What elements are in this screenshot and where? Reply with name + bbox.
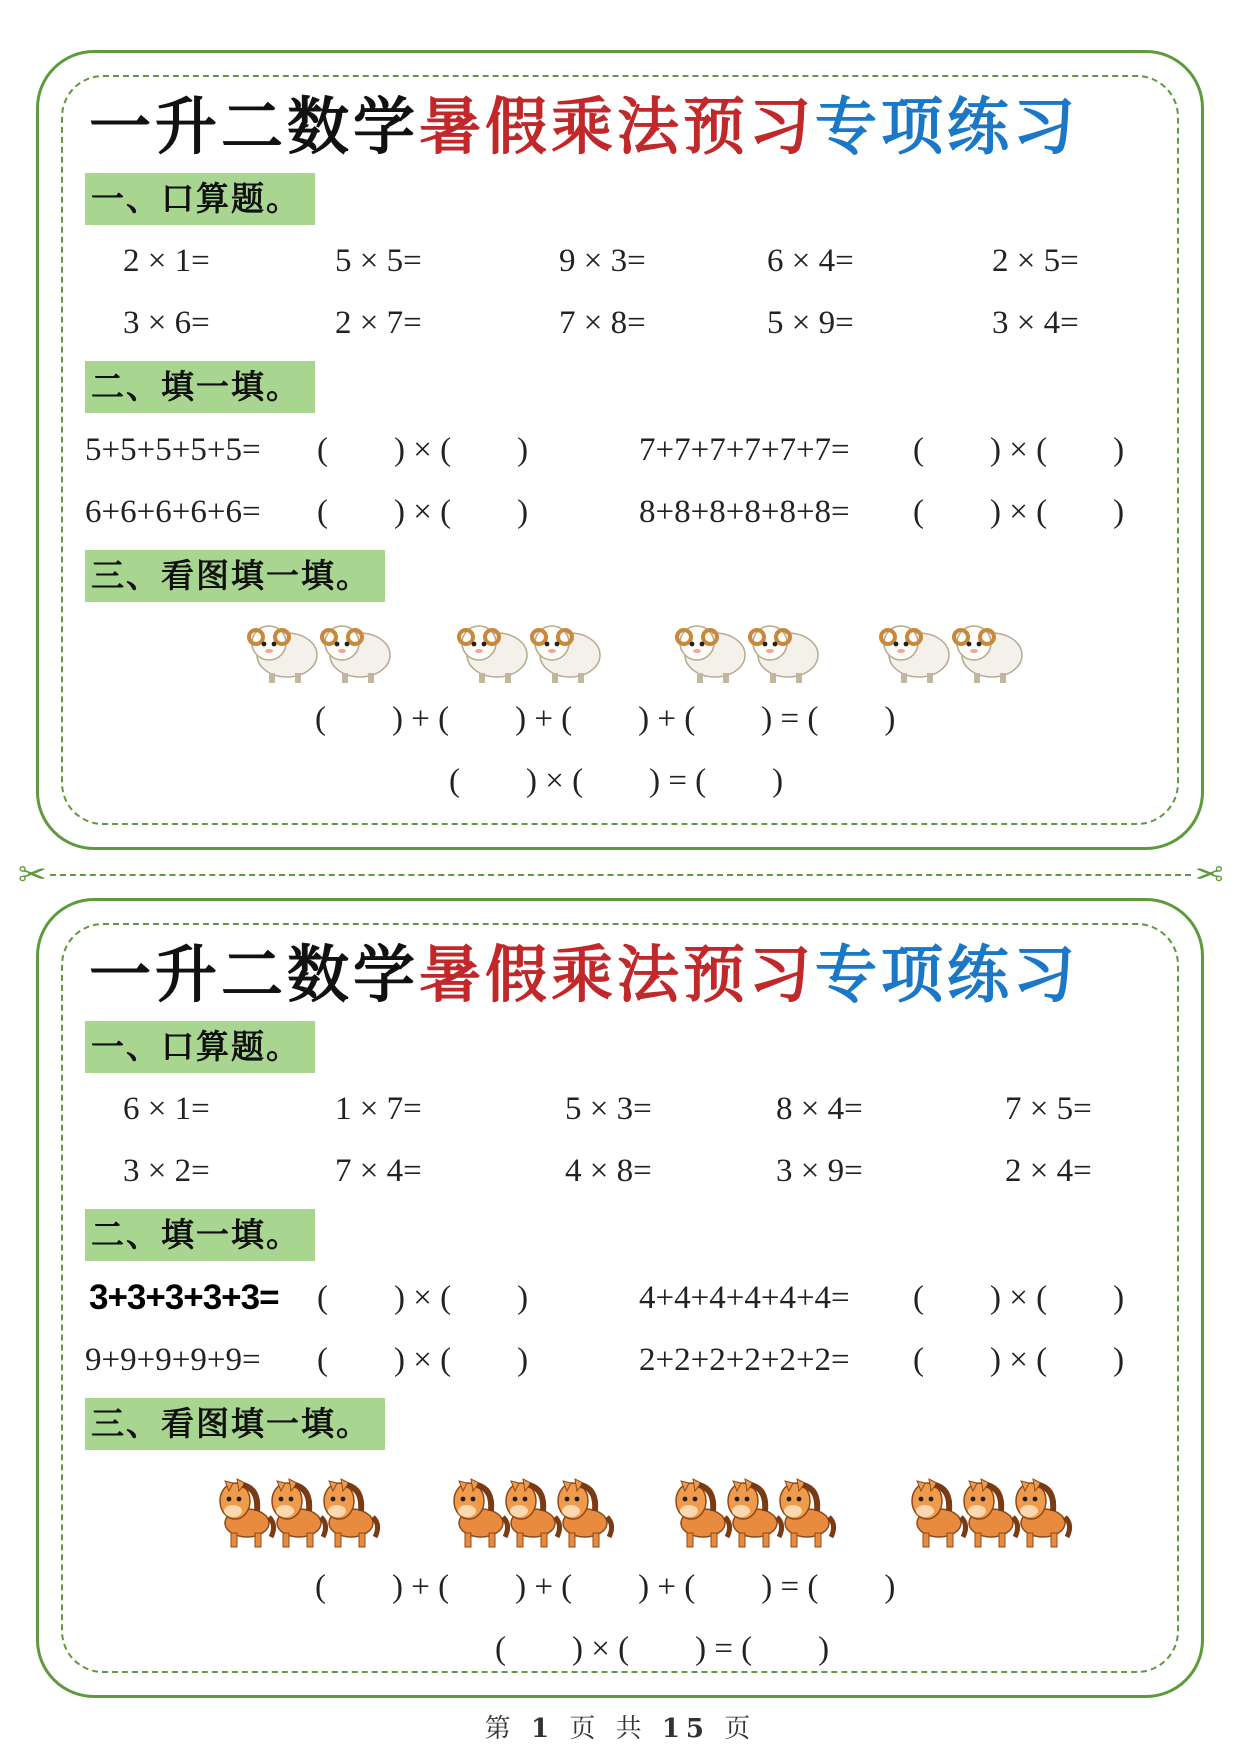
sheep-icon: [320, 615, 394, 685]
sheep-icon: [247, 615, 321, 685]
oral-question: 3 × 6=: [123, 305, 210, 341]
answer-blank[interactable]: ( ) × ( ): [317, 1280, 529, 1316]
total-page-count: 15: [661, 1714, 711, 1744]
oral-question: 3 × 4=: [992, 305, 1079, 341]
scissors-icon: ✂: [18, 855, 47, 895]
sum-answer-line[interactable]: ( ) + ( ) + ( ) + ( ) = ( ): [315, 701, 896, 737]
section-heading-picture: 三、看图填一填。: [85, 1398, 385, 1450]
oral-question: 1 × 7=: [335, 1091, 422, 1127]
oral-question: 6 × 4=: [767, 243, 854, 279]
answer-blank[interactable]: ( ) × ( ): [317, 1342, 529, 1378]
sheep-icon: [457, 615, 531, 685]
sheep-icon: [879, 615, 953, 685]
answer-blank[interactable]: ( ) × ( ): [317, 432, 529, 468]
answer-blank[interactable]: ( ) × ( ): [913, 432, 1125, 468]
page-title: 一升二数学暑假乘法预习专项练习: [89, 90, 1080, 163]
addition-expression: 7+7+7+7+7+7=: [639, 432, 850, 468]
sheep-icon: [675, 615, 749, 685]
cut-line: [50, 874, 1191, 876]
section-heading-oral: 一、口算题。: [85, 1021, 315, 1073]
section-heading-oral: 一、口算题。: [85, 173, 315, 225]
addition-expression: 6+6+6+6+6=: [85, 494, 261, 530]
addition-expression: 8+8+8+8+8+8=: [639, 494, 850, 530]
oral-question: 2 × 7=: [335, 305, 422, 341]
horse-icon: [773, 1471, 837, 1549]
oral-question: 5 × 5=: [335, 243, 422, 279]
section-heading-fill: 二、填一填。: [85, 1209, 315, 1261]
worksheet-card-2: [36, 898, 1204, 1698]
oral-question: 6 × 1=: [123, 1091, 210, 1127]
answer-blank[interactable]: ( ) × ( ): [913, 494, 1125, 530]
section-heading-fill: 二、填一填。: [85, 361, 315, 413]
sum-answer-line[interactable]: ( ) + ( ) + ( ) + ( ) = ( ): [315, 1569, 896, 1605]
oral-question: 5 × 9=: [767, 305, 854, 341]
horse-icon: [551, 1471, 615, 1549]
product-answer-line[interactable]: ( ) × ( ) = ( ): [495, 1631, 830, 1667]
oral-question: 9 × 3=: [559, 243, 646, 279]
sheep-icon: [952, 615, 1026, 685]
horse-group-row: [39, 1471, 1207, 1555]
horse-icon: [317, 1471, 381, 1549]
page-footer: 第 1 页 共 15 页: [484, 1714, 757, 1744]
worksheet-card-1: [36, 50, 1204, 850]
oral-question: 3 × 9=: [776, 1153, 863, 1189]
answer-blank[interactable]: ( ) × ( ): [317, 494, 529, 530]
addition-expression: 2+2+2+2+2+2=: [639, 1342, 850, 1378]
sheep-group-row: [39, 615, 1207, 695]
addition-expression: 5+5+5+5+5=: [85, 432, 261, 468]
current-page-number: 1: [530, 1714, 556, 1744]
oral-question: 4 × 8=: [565, 1153, 652, 1189]
answer-blank[interactable]: ( ) × ( ): [913, 1342, 1125, 1378]
oral-question: 2 × 5=: [992, 243, 1079, 279]
sheep-icon: [748, 615, 822, 685]
scissors-icon: ✂: [1194, 855, 1223, 895]
oral-question: 7 × 5=: [1005, 1091, 1092, 1127]
page-title: 一升二数学暑假乘法预习专项练习: [89, 938, 1080, 1011]
oral-question: 2 × 4=: [1005, 1153, 1092, 1189]
oral-question: 8 × 4=: [776, 1091, 863, 1127]
section-heading-picture: 三、看图填一填。: [85, 550, 385, 602]
addition-expression: 4+4+4+4+4+4=: [639, 1280, 850, 1316]
addition-expression: 9+9+9+9+9=: [85, 1342, 261, 1378]
oral-question: 3 × 2=: [123, 1153, 210, 1189]
addition-expression: 3+3+3+3+3=: [89, 1278, 279, 1317]
answer-blank[interactable]: ( ) × ( ): [913, 1280, 1125, 1316]
oral-question: 5 × 3=: [565, 1091, 652, 1127]
horse-icon: [1009, 1471, 1073, 1549]
sheep-icon: [530, 615, 604, 685]
oral-question: 7 × 4=: [335, 1153, 422, 1189]
oral-question: 2 × 1=: [123, 243, 210, 279]
product-answer-line[interactable]: ( ) × ( ) = ( ): [449, 763, 784, 799]
oral-question: 7 × 8=: [559, 305, 646, 341]
